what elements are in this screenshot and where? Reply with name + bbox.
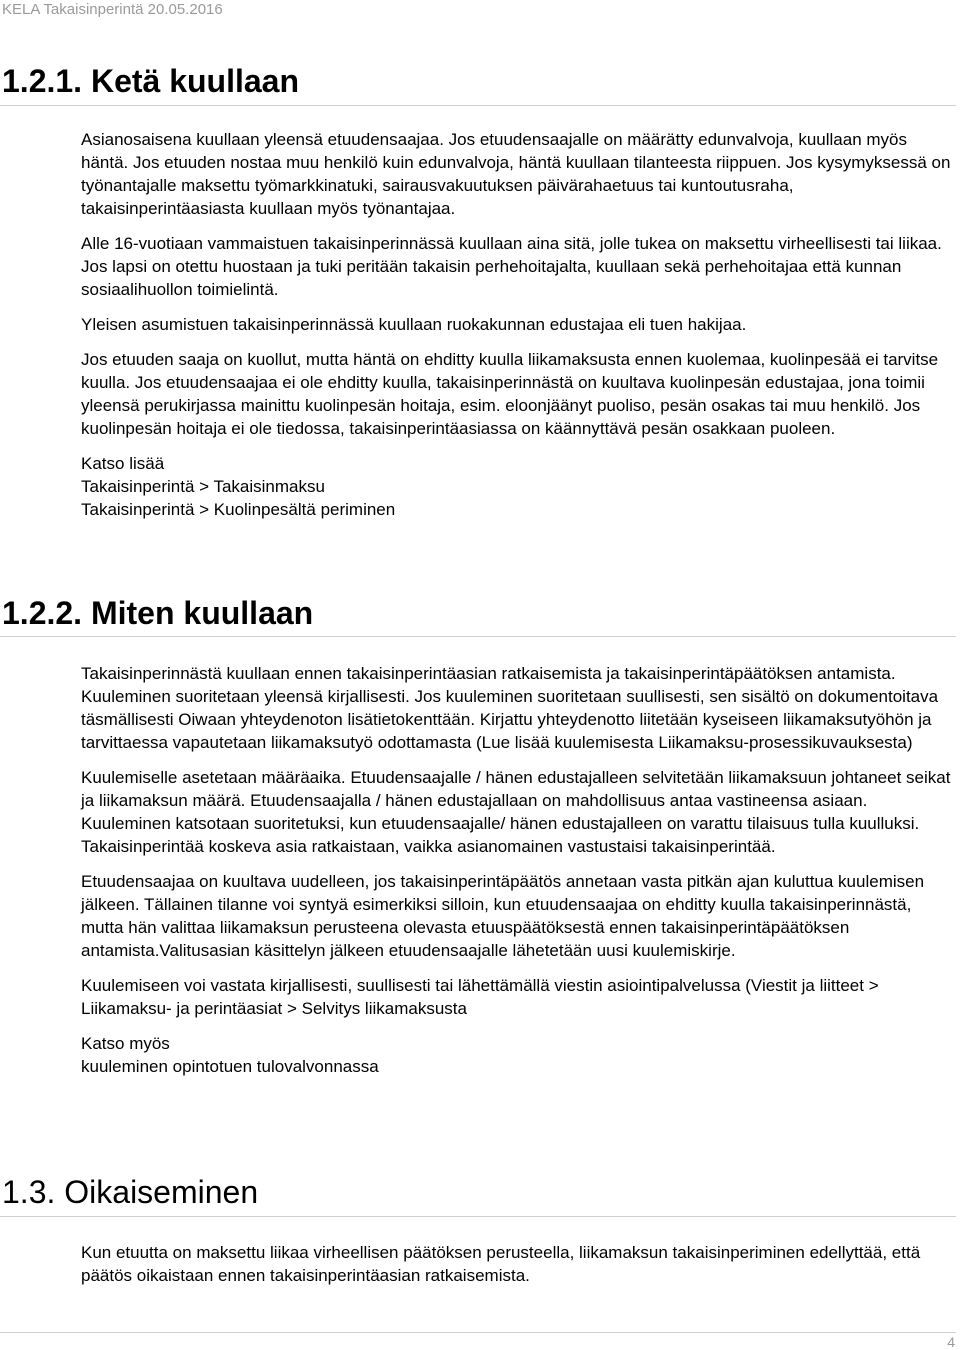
see-also-label: Katso lisää	[81, 454, 165, 473]
section-body-keta-kuullaan	[81, 128, 953, 521]
paragraph: Kuulemiselle asetetaan määräaika. Etuudensaajalle / hänen edustajalleen selvitetään liikamaksuun johtaneet seikat ja liikamaksun määrä. Etuudensaajalla / hänen edustajallaan on mahdollisuus antaa vastineensa asiaan. Kuuleminen katsotaan suoritetuksi, kun etuudensaajalle/ hänen edustajalleen on varattu tilaisuus tulla kuulluksi. Takaisinperintää koskeva asia ratkaistaan, vaikka asianomainen vastustaisi takaisinperintää.	[81, 768, 951, 856]
section-heading-miten-kuullaan: 1.2.2. Miten kuullaan	[2, 595, 314, 631]
paragraph: Yleisen asumistuen takaisinperinnässä kuullaan ruokakunnan edustajaa eli tuen hakijaa.	[81, 315, 747, 334]
paragraph: Kun etuutta on maksettu liikaa virheellisen päätöksen perusteella, liikamaksun takaisinperiminen edellyttää, että päätös oikaistaan ennen takaisinperintäasian ratkaisemista.	[81, 1243, 921, 1285]
see-also-link[interactable]: Takaisinperintä > Kuolinpesältä periminen	[81, 500, 396, 519]
paragraph: Jos etuuden saaja on kuollut, mutta häntä on ehditty kuulla liikamaksusta ennen kuolemaa, kuolinpesää ei tarvitse kuulla. Jos etuudensaajaa ei ole ehditty kuulla, takaisinperinnästä on kuultava kuolinpesän edustajaa, jona toimii yleensä perukirjassa mainittu kuolinpesän hoitaja, esim. eloonjäänyt puoliso, pesän osakas tai muu henkilö. Jos kuolinpesän hoitaja ei ole tiedossa, takaisinperintäasiassa on käännyttävä pesän osakkaan puoleen.	[81, 350, 939, 438]
paragraph: Takaisinperinnästä kuullaan ennen takaisinperintäasian ratkaisemista ja takaisinperintäpäätöksen antamista. Kuuleminen suoritetaan yleensä kirjallisesti. Jos kuuleminen suoritetaan suullisesti, sen sisältö on dokumentoitava täsmällisesti Oiwaan yhteydenoton lisätietokenttään. Kirjattu yhteydenotto liitetään kyseiseen liikamaksutyöhön ja tarvittaessa vapautetaan liikamaksutyö odottamasta (Lue lisää kuulemisesta Liikamaksu-prosessikuvauksesta)	[81, 664, 939, 752]
see-also-link[interactable]: kuuleminen opintotuen tulovalvonnassa	[81, 1057, 379, 1076]
section-heading-oikaiseminen: 1.3. Oikaiseminen	[2, 1174, 259, 1210]
document-header-title: KELA Takaisinperintä 20.05.2016	[2, 1, 223, 18]
paragraph: Kuulemiseen voi vastata kirjallisesti, suullisesti tai lähettämällä viestin asiointipalvelussa (Viestit ja liitteet > Liikamaksu- ja perintäasiat > Selvitys liikamaksusta	[81, 976, 879, 1018]
section-divider	[0, 1216, 956, 1217]
see-also-label: Katso myös	[81, 1034, 170, 1053]
see-also-link[interactable]: Takaisinperintä > Takaisinmaksu	[81, 477, 325, 496]
footer-divider	[0, 1332, 956, 1333]
section-body-miten-kuullaan	[81, 662, 953, 1078]
paragraph: Etuudensaajaa on kuultava uudelleen, jos takaisinperintäpäätös annetaan vasta pitkän ajan kuluttua kuulemisen jälkeen. Tällainen tilanne voi syntyä esimerkiksi silloin, kun etuudensaajaa on ehditty kuulla takaisinperinnästä, mutta hän valittaa liikamaksun perusteena olevasta etuuspäätöksestä ennen takaisinperintäpäätöksen antamista.Valitusasian käsittelyn jälkeen etuudensaajalle lähetetään uusi kuulemiskirje.	[81, 872, 925, 960]
section-heading-keta-kuullaan: 1.2.1. Ketä kuullaan	[2, 63, 300, 99]
section-divider	[0, 105, 956, 106]
page-number: 4	[947, 1334, 955, 1350]
section-body-oikaiseminen	[81, 1241, 953, 1287]
paragraph: Asianosaisena kuullaan yleensä etuudensaajaa. Jos etuudensaajalle on määrätty edunvalvoja, kuullaan myös häntä. Jos etuuden nostaa muu henkilö kuin edunvalvoja, häntä kuullaan tilanteesta riippuen. Jos kysymyksessä on työnantajalle maksettu työmarkkinatuki, sairausvakuutuksen päivärahaetuus tai kuntoutusraha, takaisinperintäasiasta kuullaan myös työnantajaa.	[81, 130, 951, 218]
section-divider	[0, 636, 956, 637]
paragraph: Alle 16-vuotiaan vammaistuen takaisinperinnässä kuullaan aina sitä, jolle tukea on maksettu virheellisesti tai liikaa. Jos lapsi on otettu huostaan ja tuki peritään takaisin perhehoitajalta, kuullaan sekä perhehoitajaa että kunnan sosiaalihuollon toimielintä.	[81, 234, 942, 299]
